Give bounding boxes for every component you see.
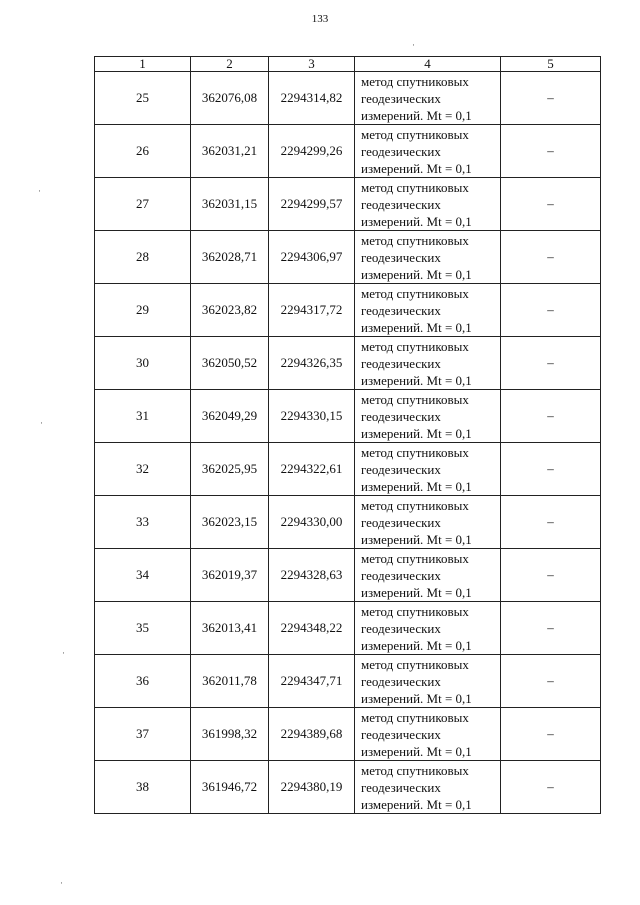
column-header-1: 1: [95, 57, 191, 72]
coordinate-y: 2294314,82: [269, 72, 355, 125]
column-5-value: –: [501, 655, 601, 708]
method-cell: [355, 761, 501, 814]
column-5-value: –: [501, 284, 601, 337]
coordinate-y: 2294299,26: [269, 125, 355, 178]
method-line: геодезических: [361, 620, 441, 636]
table-header-row: [95, 57, 601, 72]
method-line: геодезических: [361, 461, 441, 477]
method-line: геодезических: [361, 249, 441, 265]
point-number: 29: [95, 284, 191, 337]
method-line: метод спутниковых: [361, 232, 469, 248]
coordinate-y: 2294299,57: [269, 178, 355, 231]
method-line: метод спутниковых: [361, 126, 469, 142]
method-line: метод спутниковых: [361, 73, 469, 89]
method-line: измерений. Mt = 0,1: [361, 690, 472, 706]
method-line: геодезических: [361, 514, 441, 530]
method-line: измерений. Mt = 0,1: [361, 531, 472, 547]
method-line: геодезических: [361, 726, 441, 742]
coordinate-x: 362019,37: [191, 549, 269, 602]
method-cell: [355, 178, 501, 231]
method-line: геодезических: [361, 355, 441, 371]
method-cell: [355, 72, 501, 125]
coordinate-x: 362023,15: [191, 496, 269, 549]
method-line: геодезических: [361, 673, 441, 689]
point-number: 28: [95, 231, 191, 284]
method-cell: [355, 125, 501, 178]
method-line: метод спутниковых: [361, 179, 469, 195]
point-number: 30: [95, 337, 191, 390]
column-5-value: –: [501, 708, 601, 761]
coordinate-y: 2294322,61: [269, 443, 355, 496]
method-line: измерений. Mt = 0,1: [361, 584, 472, 600]
coordinate-x: 361998,32: [191, 708, 269, 761]
column-5-value: –: [501, 443, 601, 496]
method-cell: [355, 337, 501, 390]
method-line: геодезических: [361, 302, 441, 318]
table-row: [95, 125, 601, 178]
coordinate-x: 362031,21: [191, 125, 269, 178]
method-line: метод спутниковых: [361, 550, 469, 566]
method-line: метод спутниковых: [361, 656, 469, 672]
coordinate-y: 2294347,71: [269, 655, 355, 708]
coordinates-table: [94, 56, 601, 814]
table-row: [95, 708, 601, 761]
table-row: [95, 390, 601, 443]
method-line: геодезических: [361, 567, 441, 583]
scan-speck: ·: [38, 186, 41, 196]
method-cell: [355, 231, 501, 284]
coordinate-x: 362025,95: [191, 443, 269, 496]
page-number: 133: [311, 13, 329, 25]
method-line: метод спутниковых: [361, 709, 469, 725]
point-number: 27: [95, 178, 191, 231]
method-line: метод спутниковых: [361, 762, 469, 778]
method-line: измерений. Mt = 0,1: [361, 796, 472, 812]
method-line: измерений. Mt = 0,1: [361, 266, 472, 282]
method-line: измерений. Mt = 0,1: [361, 319, 472, 335]
column-5-value: –: [501, 549, 601, 602]
coordinate-y: 2294306,97: [269, 231, 355, 284]
method-cell: [355, 443, 501, 496]
method-cell: [355, 708, 501, 761]
coordinate-y: 2294330,00: [269, 496, 355, 549]
coordinate-y: 2294348,22: [269, 602, 355, 655]
method-line: геодезических: [361, 196, 441, 212]
table-row: [95, 72, 601, 125]
method-line: измерений. Mt = 0,1: [361, 425, 472, 441]
scan-speck: ·: [412, 40, 415, 50]
point-number: 34: [95, 549, 191, 602]
method-cell: [355, 549, 501, 602]
point-number: 33: [95, 496, 191, 549]
column-5-value: –: [501, 761, 601, 814]
coordinate-x: 362049,29: [191, 390, 269, 443]
coordinate-x: 362050,52: [191, 337, 269, 390]
method-line: измерений. Mt = 0,1: [361, 107, 472, 123]
method-line: измерений. Mt = 0,1: [361, 160, 472, 176]
method-line: измерений. Mt = 0,1: [361, 372, 472, 388]
column-5-value: –: [501, 178, 601, 231]
point-number: 36: [95, 655, 191, 708]
coordinate-y: 2294330,15: [269, 390, 355, 443]
method-cell: [355, 284, 501, 337]
column-header-2: 2: [191, 57, 269, 72]
method-cell: [355, 602, 501, 655]
method-line: измерений. Mt = 0,1: [361, 743, 472, 759]
table-row: [95, 284, 601, 337]
column-5-value: –: [501, 337, 601, 390]
column-5-value: –: [501, 496, 601, 549]
method-cell: [355, 655, 501, 708]
point-number: 31: [95, 390, 191, 443]
point-number: 25: [95, 72, 191, 125]
method-line: метод спутниковых: [361, 603, 469, 619]
table-row: [95, 231, 601, 284]
coordinate-x: 362011,78: [191, 655, 269, 708]
coordinate-y: 2294317,72: [269, 284, 355, 337]
point-number: 26: [95, 125, 191, 178]
coordinate-x: 362013,41: [191, 602, 269, 655]
method-line: метод спутниковых: [361, 497, 469, 513]
method-line: геодезических: [361, 779, 441, 795]
point-number: 32: [95, 443, 191, 496]
table-row: [95, 496, 601, 549]
table-row: [95, 655, 601, 708]
table-row: [95, 549, 601, 602]
table-row: [95, 602, 601, 655]
column-5-value: –: [501, 602, 601, 655]
coordinate-y: 2294328,63: [269, 549, 355, 602]
column-5-value: –: [501, 390, 601, 443]
coordinate-y: 2294380,19: [269, 761, 355, 814]
coordinate-x: 362028,71: [191, 231, 269, 284]
column-5-value: –: [501, 231, 601, 284]
method-line: измерений. Mt = 0,1: [361, 478, 472, 494]
column-header-5: 5: [501, 57, 601, 72]
coordinate-x: 362031,15: [191, 178, 269, 231]
method-cell: [355, 496, 501, 549]
coordinate-x: 362076,08: [191, 72, 269, 125]
point-number: 37: [95, 708, 191, 761]
method-line: метод спутниковых: [361, 285, 469, 301]
column-header-3: 3: [269, 57, 355, 72]
method-line: метод спутниковых: [361, 338, 469, 354]
column-5-value: –: [501, 72, 601, 125]
coordinate-x: 361946,72: [191, 761, 269, 814]
coordinate-x: 362023,82: [191, 284, 269, 337]
table-row: [95, 443, 601, 496]
method-line: метод спутниковых: [361, 444, 469, 460]
method-line: геодезических: [361, 90, 441, 106]
table-row: [95, 761, 601, 814]
coordinate-y: 2294389,68: [269, 708, 355, 761]
coordinate-y: 2294326,35: [269, 337, 355, 390]
method-cell: [355, 390, 501, 443]
point-number: 35: [95, 602, 191, 655]
scan-speck: ·: [62, 648, 65, 658]
table-row: [95, 337, 601, 390]
method-line: геодезических: [361, 408, 441, 424]
column-5-value: –: [501, 125, 601, 178]
column-header-4: 4: [355, 57, 501, 72]
method-line: метод спутниковых: [361, 391, 469, 407]
point-number: 38: [95, 761, 191, 814]
method-line: измерений. Mt = 0,1: [361, 213, 472, 229]
method-line: геодезических: [361, 143, 441, 159]
scan-speck: ·: [40, 418, 43, 428]
scan-speck: ·: [60, 878, 63, 888]
table-row: [95, 178, 601, 231]
method-line: измерений. Mt = 0,1: [361, 637, 472, 653]
